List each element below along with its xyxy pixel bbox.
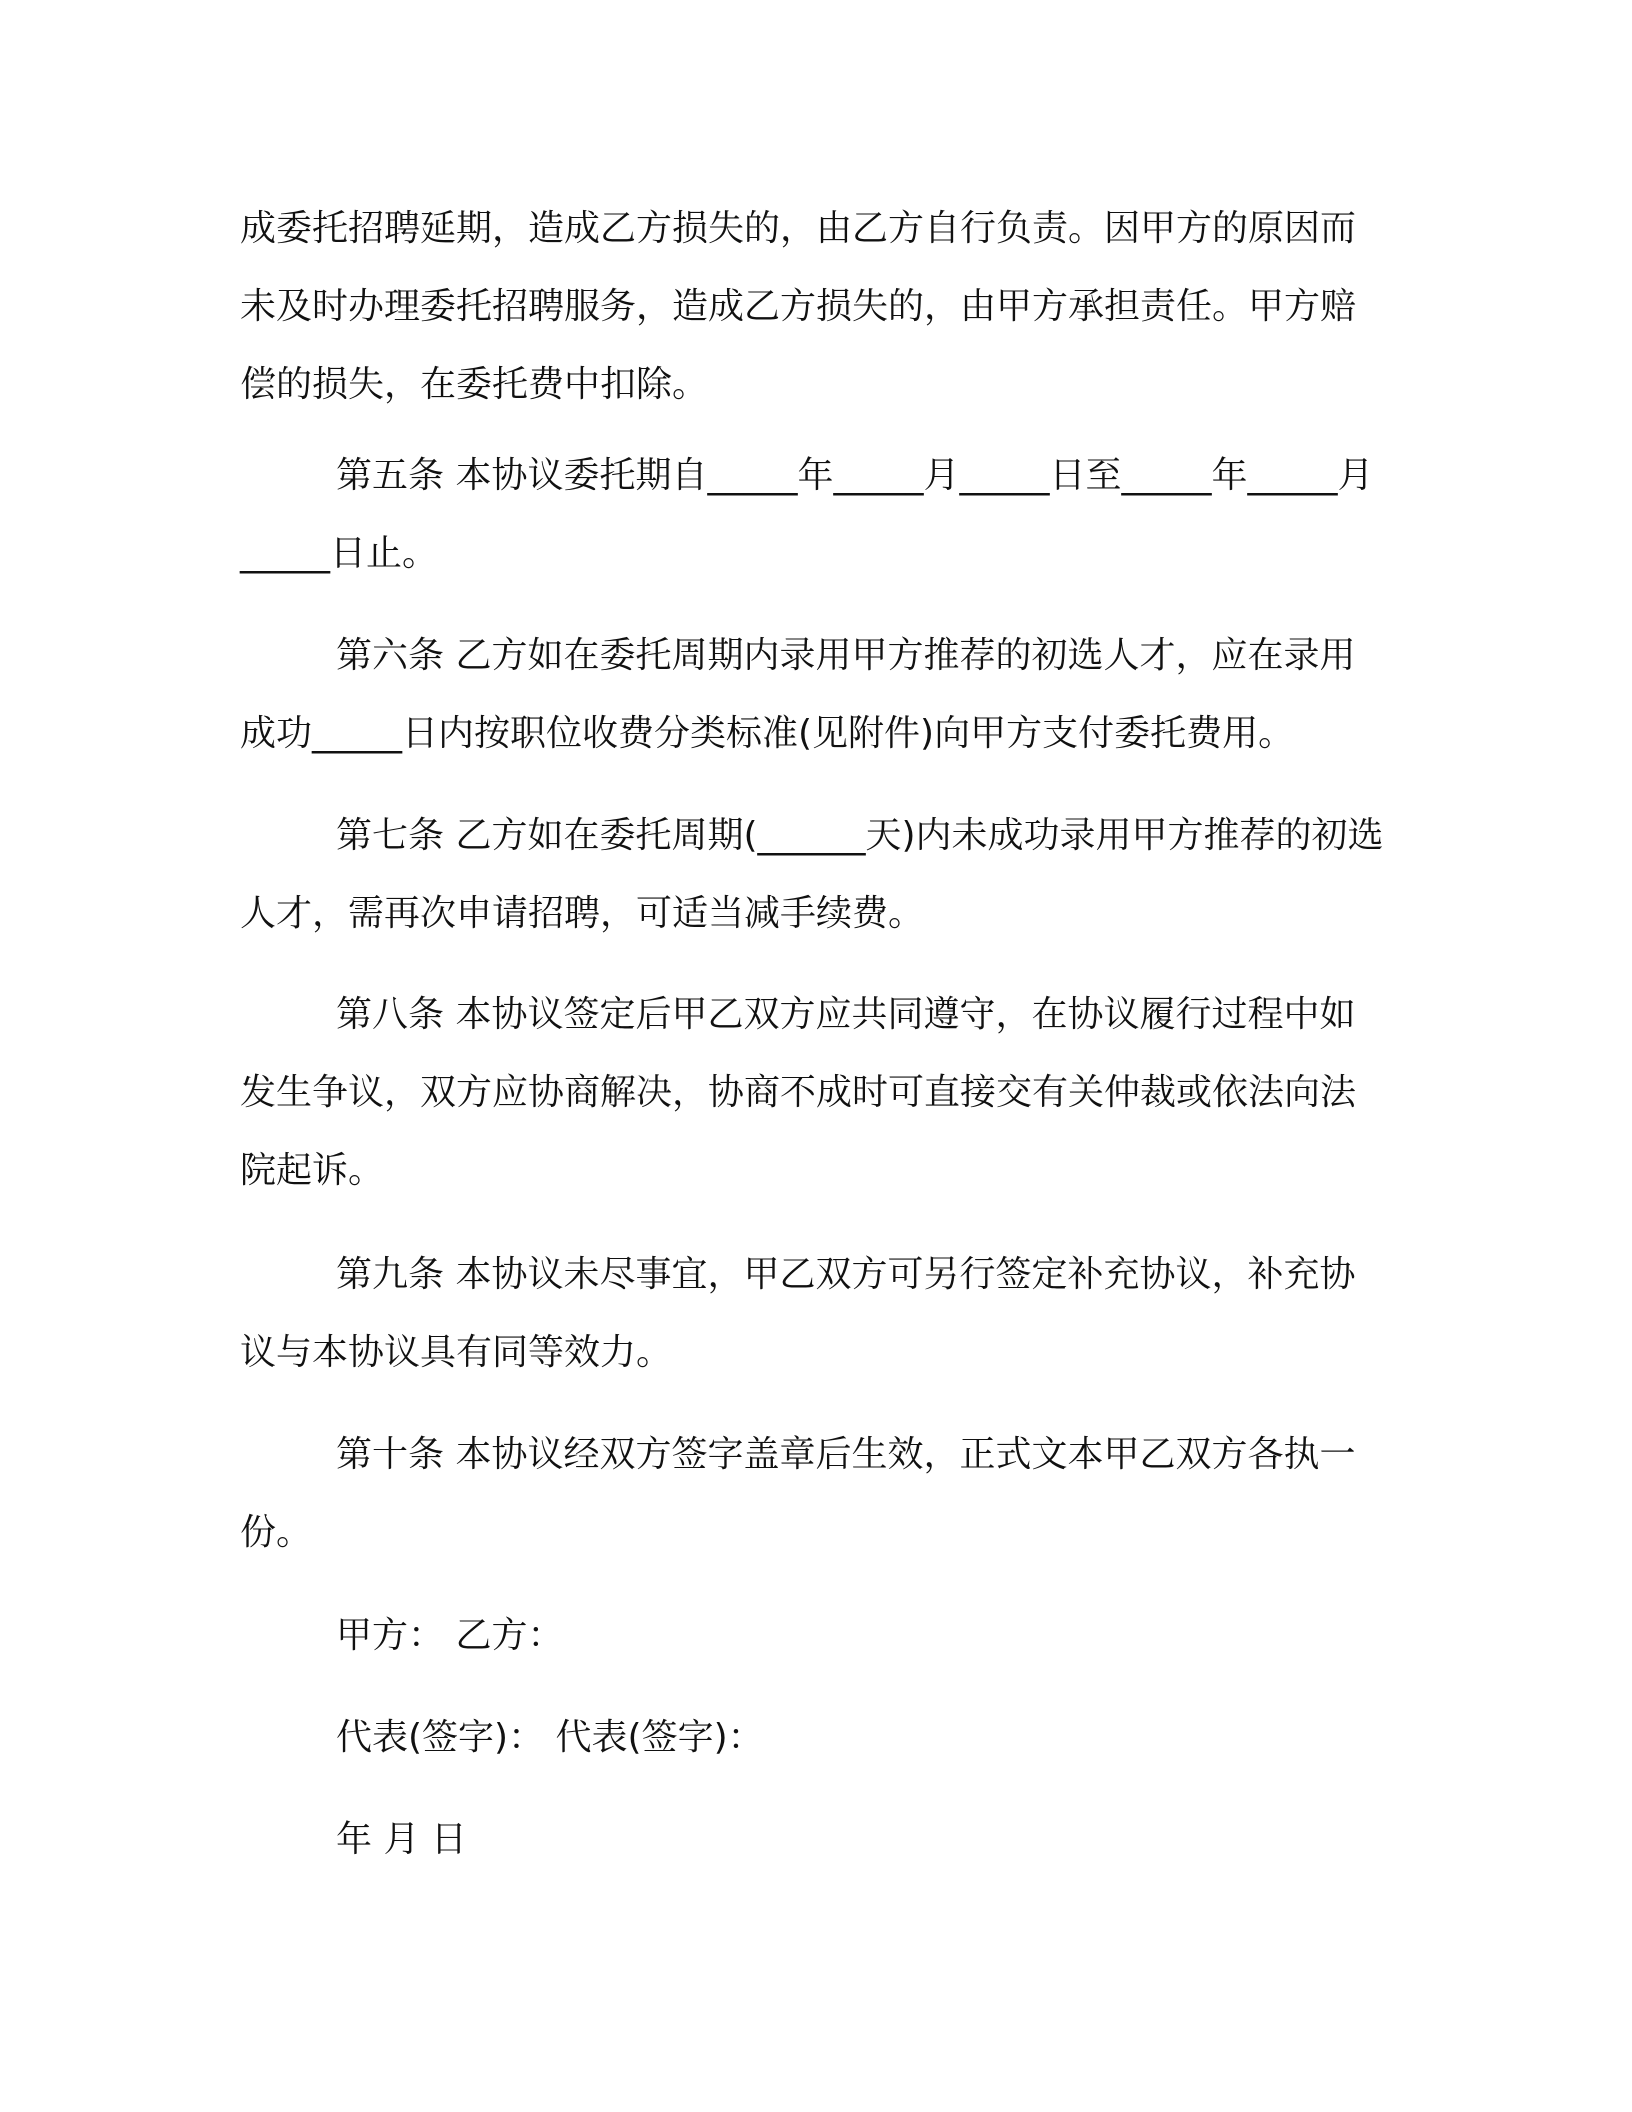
signature-date: 年 月 日: [336, 1819, 467, 1860]
paragraph-article-9: 第九条 本协议未尽事宜，甲乙双方可另行签定补充协议，补充协议与本协议具有同等效力。: [240, 1254, 1356, 1373]
paragraph-article-8: 第八条 本协议签定后甲乙双方应共同遵守，在协议履行过程中如发生争议，双方应协商解决，协商不成时可直接交有关仲裁或依法向法院起诉。: [240, 994, 1357, 1191]
paragraph-article-7: 第七条 乙方如在委托周期(______天)内未成功录用甲方推荐的初选人才，需再次申请招聘，可适当减手续费。: [240, 815, 1384, 934]
paragraph-article-10: 第十条 本协议经双方签字盖章后生效，正式文本甲乙双方各执一份。: [240, 1434, 1356, 1553]
signature-parties: 甲方： 乙方：: [336, 1615, 564, 1656]
paragraph-article-6: 第六条 乙方如在委托周期内录用甲方推荐的初选人才，应在录用成功_____日内按职位收费分类标准(见附件)向甲方支付委托费用。: [240, 635, 1356, 754]
paragraph-continued: 成委托招聘延期，造成乙方损失的，由乙方自行负责。因甲方的原因而未及时办理委托招聘服务，造成乙方损失的，由甲方承担责任。甲方赔偿的损失，在委托费中扣除。: [240, 208, 1357, 405]
signature-representatives: 代表(签字)： 代表(签字)：: [336, 1717, 764, 1758]
paragraph-article-5: 第五条 本协议委托期自_____年_____月_____日至_____年_____月_____日止。: [240, 455, 1374, 574]
